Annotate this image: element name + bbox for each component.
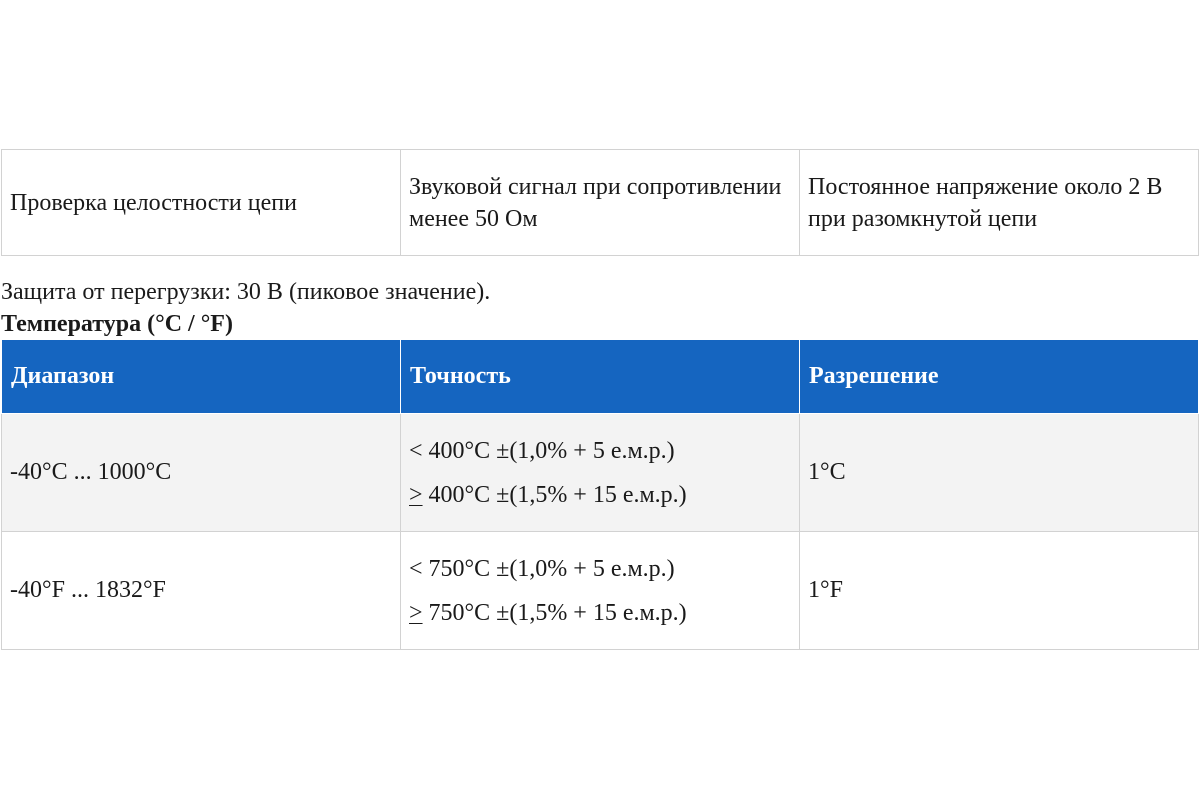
header-accuracy: Точность <box>401 340 800 414</box>
accuracy-cell <box>401 414 800 532</box>
accuracy-line: < 400°C ±(1,0% + 5 е.м.р.) <box>409 437 675 464</box>
continuity-table <box>1 149 1199 256</box>
table-header-row <box>2 340 1199 414</box>
accuracy-line: < 750°C ±(1,0% + 5 е.м.р.) <box>409 555 675 582</box>
accuracy-line-rest: 750°C ±(1,5% + 15 е.м.р.) <box>422 599 687 626</box>
temperature-section-title: Температура (°C / °F) <box>1 311 233 337</box>
accuracy-line <box>409 591 799 635</box>
continuity-function-cell: Проверка целостности цепи <box>2 150 401 256</box>
accuracy-line-rest: 400°C ±(1,5% + 15 е.м.р.) <box>422 481 687 508</box>
range-cell: -40°F ... 1832°F <box>2 532 401 650</box>
continuity-signal-cell: Звуковой сигнал при сопротивлении менее 50 Ом <box>401 150 800 256</box>
greater-equal-symbol: > <box>409 481 423 508</box>
accuracy-cell <box>401 532 800 650</box>
header-resolution: Разрешение <box>800 340 1199 414</box>
greater-equal-symbol: > <box>409 599 423 626</box>
resolution-cell: 1°F <box>800 532 1199 650</box>
temperature-table <box>1 339 1199 650</box>
accuracy-line <box>409 473 799 517</box>
table-row <box>2 532 1199 650</box>
overload-note: Защита от перегрузки: 30 В (пиковое значение). <box>1 279 491 305</box>
header-range: Диапазон <box>2 340 401 414</box>
table-row <box>2 150 1199 256</box>
table-row <box>2 414 1199 532</box>
resolution-cell: 1°C <box>800 414 1199 532</box>
range-cell: -40°C ... 1000°C <box>2 414 401 532</box>
continuity-voltage-cell: Постоянное напряжение около 2 В при разомкнутой цепи <box>800 150 1199 256</box>
